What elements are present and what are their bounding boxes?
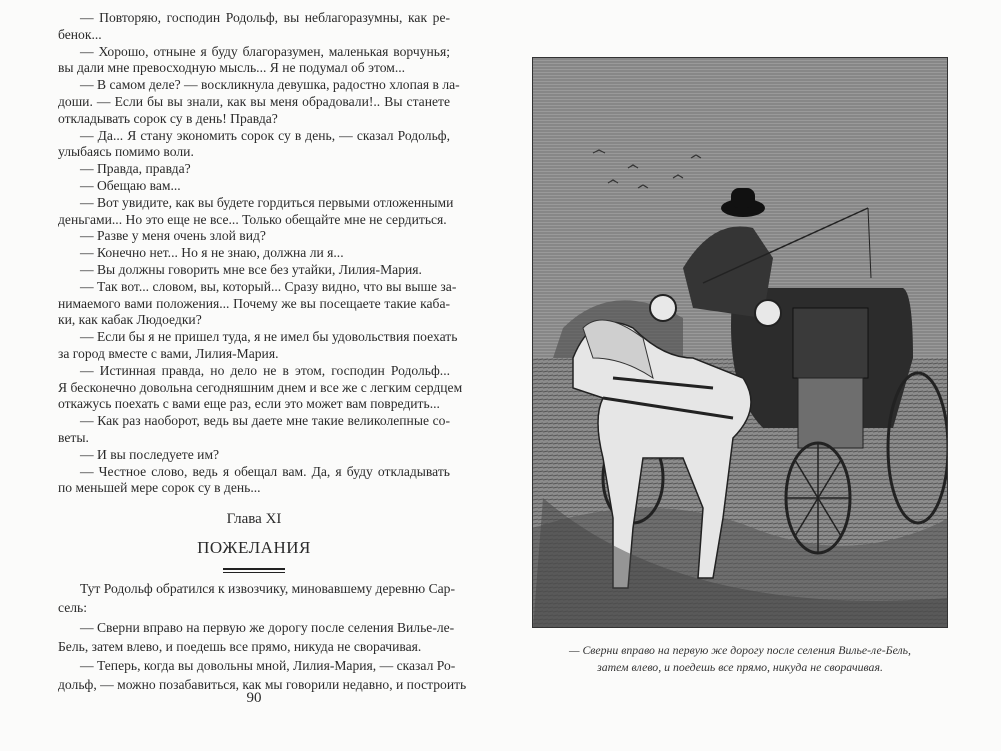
text-line: дольф, — можно позабавиться, как мы говорили недавно, и построить bbox=[58, 677, 467, 693]
text-line: — Если бы я не пришел туда, я не имел бы удовольствия поехать bbox=[80, 329, 458, 345]
text-line: Тут Родольф обратился к извозчику, миновавшему деревню Сар- bbox=[80, 581, 456, 596]
text-line: — Вы должны говорить мне все без утайки, Лилия-Мария. bbox=[80, 261, 422, 277]
page-number: 90 bbox=[246, 690, 262, 706]
text-line: по меньшей мере сорок су в день... bbox=[58, 480, 261, 496]
chapter-title: ПОЖЕЛАНИЯ bbox=[197, 538, 311, 557]
text-line: бенок... bbox=[58, 26, 102, 42]
text-line: — Обещаю вам... bbox=[80, 177, 181, 193]
text-line: Бель, затем влево, и поедешь все прямо, никуда не сворачивая. bbox=[58, 638, 422, 654]
text-line: за город вместе с вами, Лилия-Мария. bbox=[58, 345, 279, 361]
chapter-rule bbox=[223, 568, 285, 570]
body-text-bottom bbox=[58, 579, 467, 695]
text-line: — Как раз наоборот, ведь вы даете мне такие великолепные со- bbox=[80, 413, 450, 429]
chapter-number: Глава XI bbox=[226, 511, 282, 527]
body-text-top bbox=[58, 10, 463, 497]
text-line: — Честное слово, ведь я обещал вам. Да, я буду откладывать bbox=[80, 463, 450, 479]
text-line: откладывать сорок су в день! Правда? bbox=[58, 110, 278, 126]
illustration-caption bbox=[520, 642, 960, 676]
text-line: нимаемого вами положения... Почему же вы посещаете такие каба- bbox=[58, 295, 450, 311]
text-line: веты. bbox=[58, 429, 89, 445]
right-page bbox=[500, 0, 1001, 751]
text-line: — Сверни вправо на первую же дорогу после селения Вилье-ле- bbox=[80, 619, 455, 635]
text-line: деньгами... Но это еще не все... Только обещайте мне не сердиться. bbox=[58, 211, 447, 227]
caption-line: затем влево, и поедешь все прямо, никуда не сворачивая. bbox=[597, 660, 883, 674]
text-line: — Правда, правда? bbox=[80, 161, 191, 177]
text-line: вы дали мне превосходную мысль... Я не подумал об этом... bbox=[58, 60, 406, 76]
illustration-engraving bbox=[532, 57, 948, 628]
text-line: — Так вот... словом, вы, который... Сразу видно, что вы выше за- bbox=[80, 278, 457, 294]
text-line: Я бесконечно довольна сегодняшним днем и все же с легким сердцем bbox=[58, 379, 463, 395]
text-line: доши. — Если бы вы знали, как вы меня обрадовали!.. Вы станете bbox=[58, 93, 450, 109]
text-line: откажусь поехать с вами еще раз, если это может вам повредить... bbox=[58, 396, 440, 412]
chapter-rule-thin bbox=[223, 572, 285, 573]
text-line: — Конечно нет... Но я не знаю, должна ли я... bbox=[80, 245, 344, 261]
text-line: — Да... Я стану экономить сорок су в день, — сказал Родольф, bbox=[80, 127, 450, 143]
text-line: — Вот увидите, как вы будете гордиться первыми отложенными bbox=[80, 194, 454, 210]
text-line: — И вы последуете им? bbox=[80, 446, 220, 462]
text-line: улыбаясь помимо воли. bbox=[58, 144, 194, 160]
text-line: — Хорошо, отныне я буду благоразумен, маленькая ворчунья; bbox=[80, 43, 450, 59]
text-line: ки, как кабак Людоедки? bbox=[58, 312, 202, 328]
horse-carriage-engraving-image bbox=[533, 58, 948, 628]
left-page bbox=[0, 0, 500, 751]
text-line: — Повторяю, господин Родольф, вы неблагоразумны, как ре- bbox=[80, 10, 450, 25]
caption-line: — Сверни вправо на первую же дорогу после селения Вилье-ле-Бель, bbox=[569, 643, 911, 657]
text-line: — Истинная правда, но дело не в этом, господин Родольф... bbox=[80, 362, 450, 378]
text-line: — Теперь, когда вы довольны мной, Лилия-Мария, — сказал Ро- bbox=[80, 658, 456, 674]
text-line: сель: bbox=[58, 600, 87, 616]
text-line: — Разве у меня очень злой вид? bbox=[80, 228, 266, 244]
text-line: — В самом деле? — воскликнула девушка, радостно хлопая в ла- bbox=[80, 77, 460, 93]
